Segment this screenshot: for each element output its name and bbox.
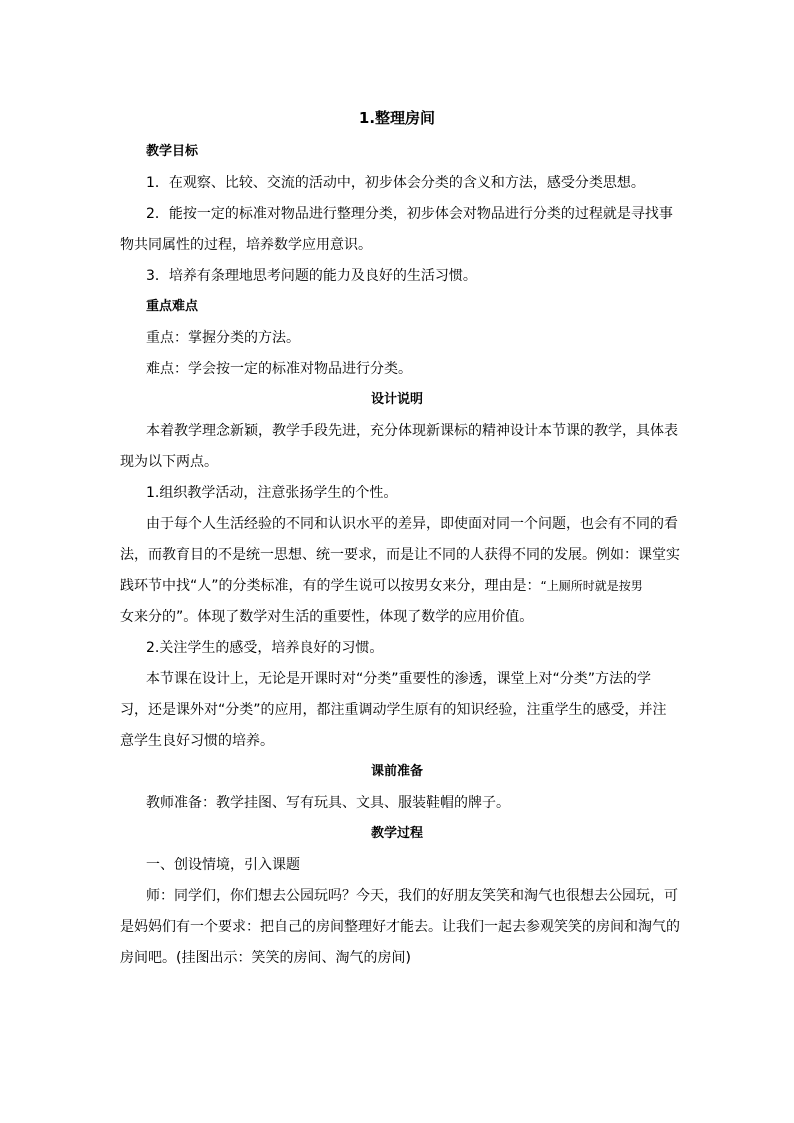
process-step-1: 一、创设情境，引入课题 [146, 857, 300, 873]
process-para-1-line-1: 师：同学们，你们想去公园玩吗？今天，我们的好朋友笑笑和淘气也很想去公园玩，可 [146, 888, 678, 904]
key-difficulty-heading: 重点难点 [146, 299, 199, 314]
goal-3: 3．培养有条理地思考问题的能力及良好的生活习惯。 [146, 268, 477, 284]
key-point: 重点：掌握分类的方法。 [146, 330, 300, 346]
design-para-1-line-2: 现为以下两点。 [120, 454, 218, 470]
process-heading: 教学过程 [370, 826, 423, 841]
design-para-3-line-2: 习，还是课外对“分类”的应用，都注重调动学生原有的知识经验，注重学生的感受，并注 [120, 702, 667, 718]
process-para-1-line-2: 是妈妈们有一个要求：把自己的房间整理好才能去。让我们一起去参观笑笑的房间和淘气的 [120, 919, 680, 935]
goal-2-line-2: 物共同属性的过程，培养数学应用意识。 [120, 237, 372, 253]
difficult-point: 难点：学会按一定的标准对物品进行分类。 [146, 361, 412, 377]
document-title: 1.整理房间 [358, 109, 436, 127]
process-para-1-line-3: 房间吧。(挂图出示：笑笑的房间、淘气的房间) [120, 950, 411, 966]
design-para-2-quote: “上厕所时就是按男 [540, 579, 643, 593]
design-para-2-line-2: 法，而教育目的不是统一思想、统一要求，而是让不同的人获得不同的发展。例如：课堂实 [120, 547, 680, 563]
prep-text: 教师准备：教学挂图、写有玩具、文具、服装鞋帽的牌子。 [146, 795, 510, 811]
design-para-3-line-3: 意学生良好习惯的培养。 [120, 733, 274, 749]
prep-heading: 课前准备 [370, 764, 423, 779]
design-para-3-line-1: 本节课在设计上，无论是开课时对“分类”重要性的渗透，课堂上对“分类”方法的学 [146, 671, 652, 687]
goal-2-line-1: 2．能按一定的标准对物品进行整理分类，初步体会对物品进行分类的过程就是寻找事 [146, 206, 673, 222]
goals-heading: 教学目标 [146, 144, 199, 159]
design-item-2: 2.关注学生的感受，培养良好的习惯。 [146, 640, 384, 656]
design-para-1-line-1: 本着教学理念新颖，教学手段先进，充分体现新课标的精神设计本节课的教学，具体表 [146, 423, 678, 439]
design-para-2-line-4: 女来分的”。体现了数学对生活的重要性，体现了数学的应用价值。 [120, 609, 534, 625]
design-para-2-line-3-main: 践环节中找“人”的分类标准，有的学生说可以按男女来分，理由是： [120, 578, 541, 594]
design-para-2-line-3 [120, 576, 643, 596]
design-item-1: 1.组织教学活动，注意张扬学生的个性。 [146, 485, 398, 501]
design-heading: 设计说明 [370, 392, 423, 407]
design-para-2-line-1: 由于每个人生活经验的不同和认识水平的差异，即使面对同一个问题，也会有不同的看 [146, 516, 678, 532]
goal-1: 1．在观察、比较、交流的活动中，初步体会分类的含义和方法，感受分类思想。 [146, 175, 645, 191]
